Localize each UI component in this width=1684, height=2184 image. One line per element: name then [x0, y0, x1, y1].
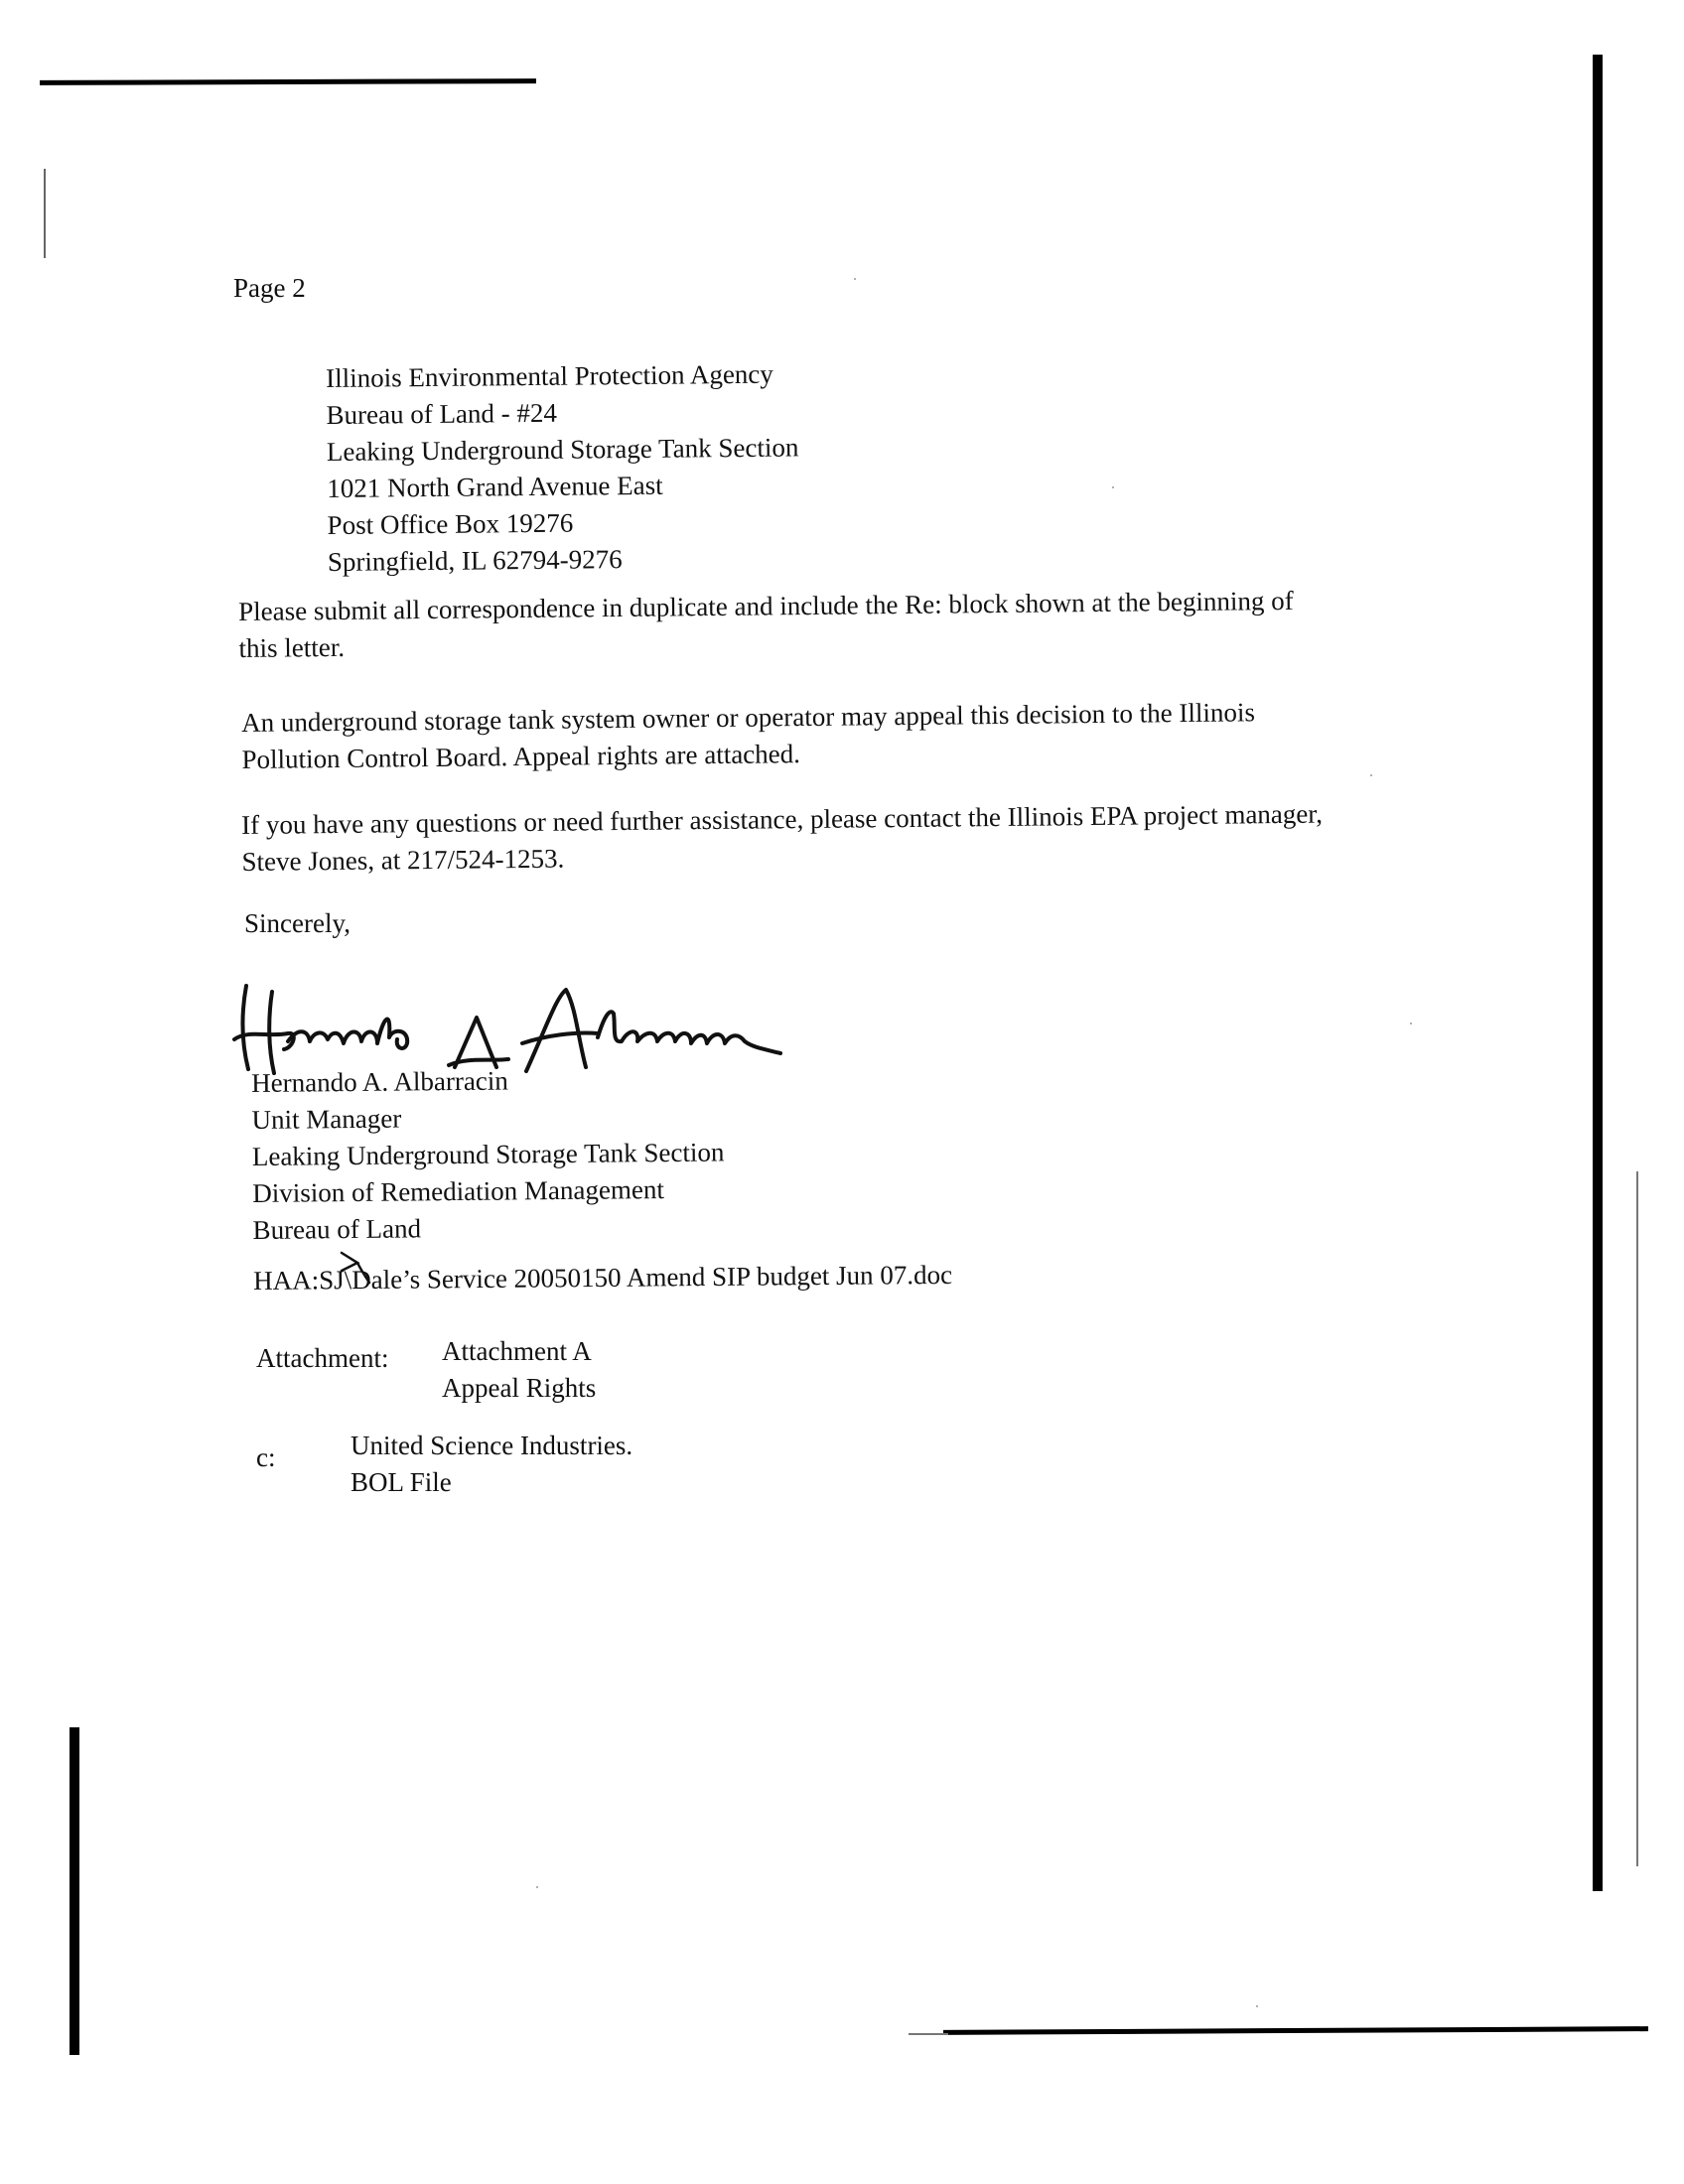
scan-speck	[854, 278, 856, 280]
scan-edge-bottom	[943, 2026, 1648, 2035]
contact-paragraph	[241, 796, 1324, 881]
cc-item: BOL File	[351, 1467, 452, 1497]
address-line: 1021 North Grand Avenue East	[327, 470, 663, 503]
scan-edge-right	[1593, 55, 1603, 1891]
cc-item: United Science Industries.	[351, 1431, 633, 1460]
scan-speck	[1370, 774, 1372, 776]
paragraph-line: Pollution Control Board. Appeal rights are attached.	[241, 739, 801, 774]
attachment-item: Attachment A	[442, 1336, 592, 1366]
page-number: Page 2	[233, 273, 306, 303]
address-line: Bureau of Land - #24	[326, 397, 558, 430]
scan-edge-bottom-left	[909, 2033, 948, 2035]
handwritten-arrow-mark	[336, 1249, 375, 1285]
signatory-title: Unit Manager	[251, 1103, 402, 1135]
paragraph-line: Please submit all correspondence in duplicate and include the Re: block shown at the beginning of	[238, 585, 1294, 626]
scan-edge-left	[70, 1727, 79, 2055]
file-reference: HAA:SJ\Dale’s Service 20050150 Amend SIP budget Jun 07.doc	[253, 1259, 953, 1296]
paragraph-line: Steve Jones, at 217/524-1253.	[241, 843, 565, 877]
scan-edge-left-faint	[44, 169, 46, 258]
scan-speck	[1256, 2005, 1258, 2007]
scan-edge-right-faint	[1636, 1171, 1638, 1866]
address-line: Illinois Environmental Protection Agency	[326, 358, 773, 393]
signatory-block	[251, 1060, 725, 1249]
scan-edge-top	[40, 78, 536, 85]
cc-label: c:	[256, 1442, 276, 1472]
address-line: Post Office Box 19276	[327, 507, 574, 540]
closing: Sincerely,	[244, 908, 351, 938]
address-line: Springfield, IL 62794-9276	[327, 544, 623, 577]
scan-speck	[536, 1886, 538, 1888]
attachment-list	[442, 1333, 596, 1407]
scan-speck	[1112, 486, 1114, 488]
address-line: Leaking Underground Storage Tank Section	[326, 432, 799, 467]
cc-list	[351, 1428, 632, 1501]
address-block	[326, 355, 800, 581]
attachment-label: Attachment:	[256, 1343, 389, 1373]
paragraph-line: An underground storage tank system owner or operator may appeal this decision to the Illinois	[241, 697, 1256, 738]
scan-speck	[1410, 1023, 1412, 1024]
signatory-section: Leaking Underground Storage Tank Section	[251, 1137, 725, 1171]
signatory-division: Division of Remediation Management	[252, 1174, 665, 1208]
signatory-name: Hernando A. Albarracin	[251, 1065, 508, 1098]
paragraph-line: If you have any questions or need further assistance, please contact the Illinois EPA project manager,	[241, 798, 1324, 840]
correspondence-paragraph	[238, 583, 1294, 667]
attachment-item: Appeal Rights	[442, 1373, 597, 1403]
paragraph-line: this letter.	[238, 631, 346, 663]
signatory-bureau: Bureau of Land	[252, 1213, 422, 1245]
appeal-paragraph	[241, 694, 1256, 778]
